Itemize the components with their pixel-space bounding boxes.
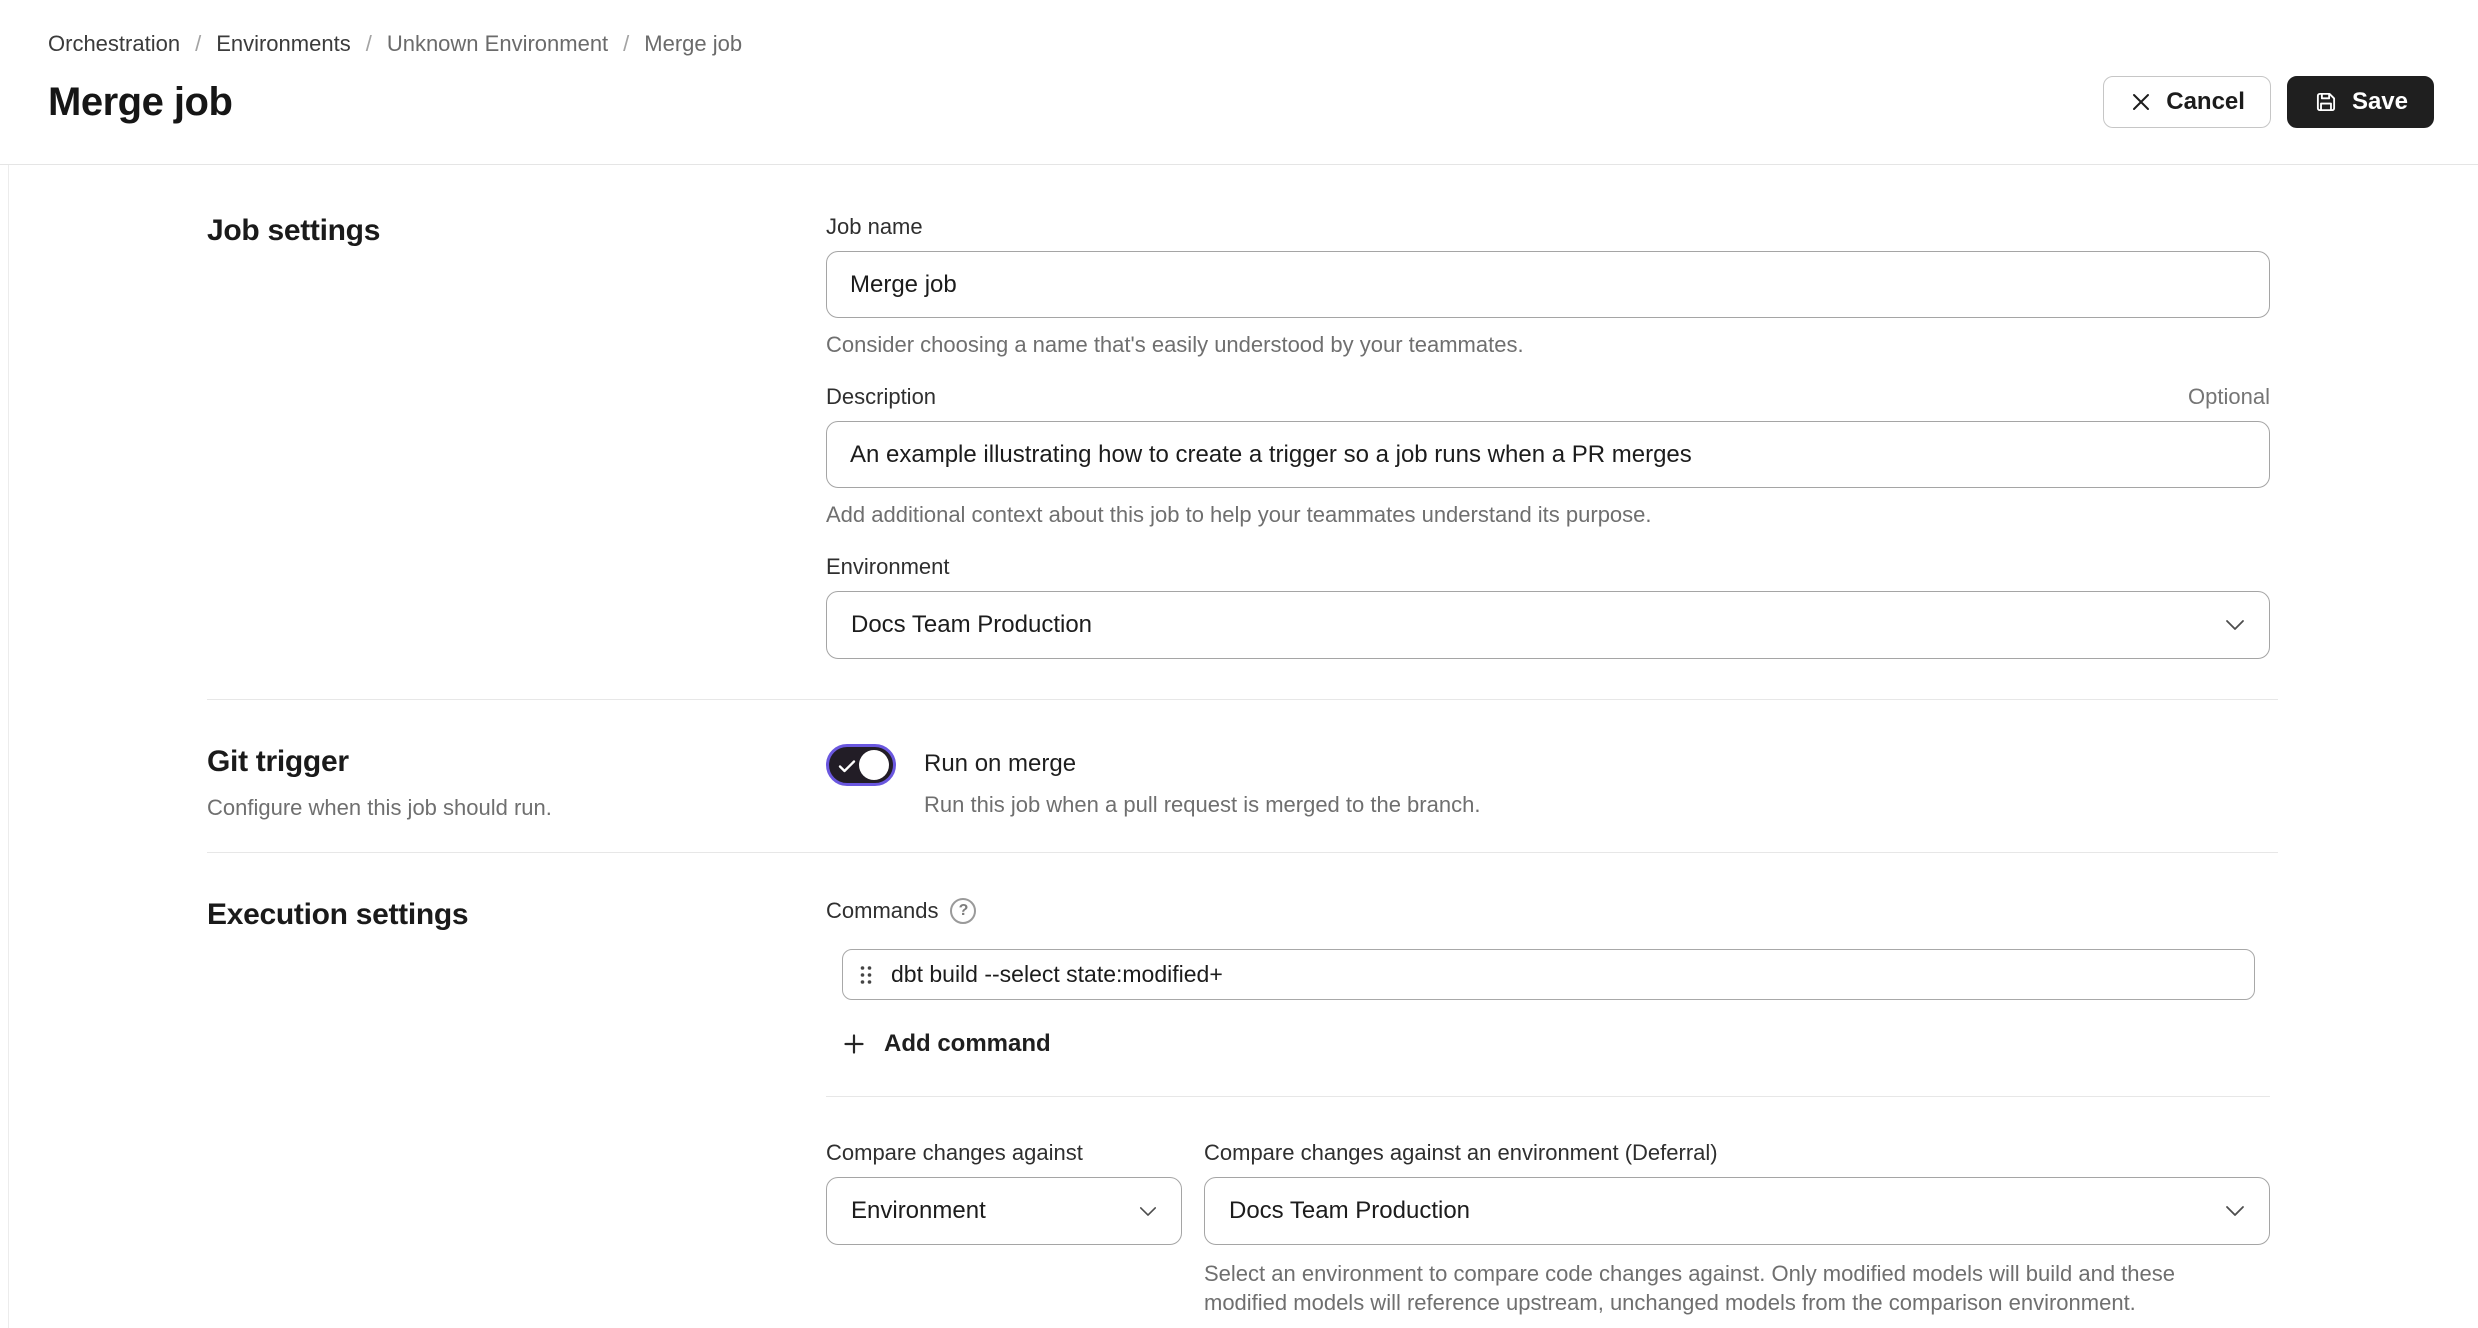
job-name-field xyxy=(826,213,2270,359)
section-git-trigger-left xyxy=(207,744,826,822)
description-helper: Add additional context about this job to help your teammates understand its purpose. xyxy=(826,502,1652,527)
merge-job-form xyxy=(8,165,2478,1328)
toggle-knob xyxy=(859,750,889,780)
description-field xyxy=(826,383,2270,529)
breadcrumb-separator: / xyxy=(623,31,630,56)
optional-badge: Optional xyxy=(2188,384,2270,409)
deferral-environment-select-value: Docs Team Production xyxy=(1229,1197,1471,1224)
git-trigger-heading: Git trigger xyxy=(207,745,349,778)
section-execution-settings-left xyxy=(207,897,826,1317)
section-git-trigger-fields xyxy=(826,744,2270,822)
compare-row xyxy=(826,1139,2270,1317)
job-name-label-text: Job name xyxy=(826,214,923,239)
save-button[interactable] xyxy=(2287,76,2434,128)
commands-label: Commands xyxy=(826,898,939,923)
plus-icon xyxy=(842,1032,866,1056)
breadcrumb-item-orchestration[interactable]: Orchestration xyxy=(48,31,181,56)
run-on-merge-text xyxy=(924,744,1480,819)
run-on-merge-description: Run this job when a pull request is merged to the branch. xyxy=(924,792,1481,817)
deferral-label xyxy=(1204,1139,2270,1167)
breadcrumb-separator: / xyxy=(195,31,202,56)
description-input[interactable] xyxy=(826,421,2270,488)
environment-field xyxy=(826,553,2270,659)
check-icon xyxy=(838,759,856,774)
save-button-label: Save xyxy=(2351,88,2408,115)
breadcrumb xyxy=(48,30,2434,58)
cancel-button[interactable] xyxy=(2103,76,2271,128)
breadcrumb-item-unknown-environment[interactable]: Unknown Environment xyxy=(386,31,609,56)
deferral-field xyxy=(1204,1139,2270,1317)
execution-settings-heading: Execution settings xyxy=(207,898,469,931)
section-job-settings xyxy=(9,213,2478,659)
add-command-button[interactable] xyxy=(842,1030,1051,1058)
form-divider xyxy=(826,1096,2270,1097)
description-label-text: Description xyxy=(826,384,937,409)
section-git-trigger xyxy=(9,700,2478,822)
chevron-down-icon xyxy=(2225,1205,2245,1217)
chevron-down-icon xyxy=(2225,619,2245,631)
job-name-label xyxy=(826,213,2270,241)
environment-select[interactable] xyxy=(826,591,2270,659)
deferral-environment-select[interactable] xyxy=(1204,1177,2270,1245)
breadcrumb-item-merge-job: Merge job xyxy=(644,31,743,56)
add-command-label: Add command xyxy=(884,1030,1051,1057)
section-job-settings-fields xyxy=(826,213,2270,659)
breadcrumb-item-environments[interactable]: Environments xyxy=(216,31,351,56)
page-title: Merge job xyxy=(48,79,233,124)
environment-label-text: Environment xyxy=(826,554,950,579)
compare-against-select[interactable] xyxy=(826,1177,1182,1245)
header-actions xyxy=(2103,76,2434,128)
command-row[interactable] xyxy=(842,949,2255,1000)
compare-against-label-text: Compare changes against xyxy=(826,1140,1083,1165)
environment-label xyxy=(826,553,2270,581)
drag-handle-icon[interactable] xyxy=(859,964,873,986)
description-label xyxy=(826,383,2270,411)
cancel-button-label: Cancel xyxy=(2166,88,2245,115)
command-input[interactable]: dbt build --select state:modified+ xyxy=(891,961,1223,987)
job-name-helper: Consider choosing a name that's easily understood by your teammates. xyxy=(826,332,1524,357)
x-icon xyxy=(2129,90,2153,114)
page-header xyxy=(0,0,2478,165)
job-settings-heading: Job settings xyxy=(207,214,381,247)
run-on-merge-label: Run on merge xyxy=(924,750,1077,777)
compare-against-label xyxy=(826,1139,1182,1167)
git-trigger-subtitle: Configure when this job should run. xyxy=(207,795,552,820)
commands-label-row xyxy=(826,897,2270,925)
deferral-label-text: Compare changes against an environment (Deferral) xyxy=(1204,1140,1718,1165)
environment-select-value: Docs Team Production xyxy=(851,611,1093,638)
chevron-down-icon xyxy=(1139,1206,1157,1217)
section-job-settings-left xyxy=(207,213,826,659)
job-name-input[interactable] xyxy=(826,251,2270,318)
floppy-disk-icon xyxy=(2313,89,2339,115)
run-on-merge-toggle[interactable] xyxy=(826,744,896,786)
question-circle-icon[interactable]: ? xyxy=(950,898,976,924)
section-execution-settings xyxy=(9,853,2478,1317)
run-on-merge-row xyxy=(826,744,2270,819)
compare-against-field xyxy=(826,1139,1182,1317)
breadcrumb-separator: / xyxy=(365,31,372,56)
deferral-helper: Select an environment to compare code changes against. Only modified models will build and these modified models will reference upstream, unchanged models from the comparison environment. xyxy=(1204,1261,2175,1315)
compare-against-select-value: Environment xyxy=(851,1197,986,1224)
section-execution-settings-fields xyxy=(826,897,2270,1317)
